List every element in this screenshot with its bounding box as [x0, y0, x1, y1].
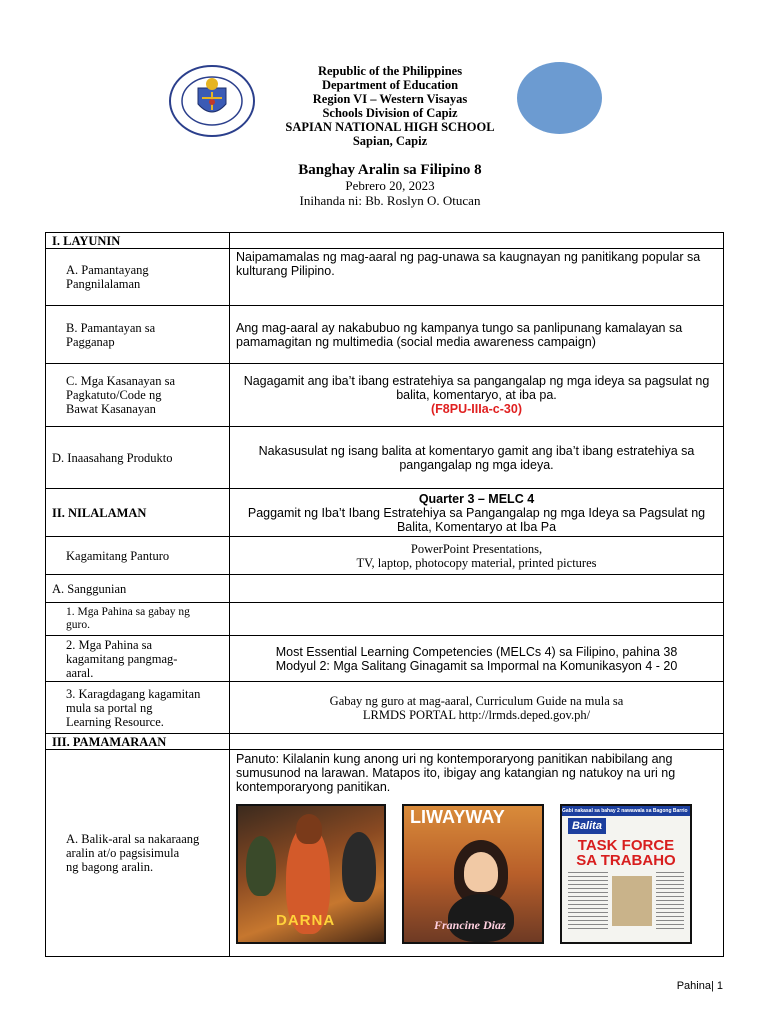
materials-line: TV, laptop, photocopy material, printed pictures	[356, 555, 597, 570]
header-line: Department of Education	[321, 78, 459, 92]
row-content	[230, 682, 724, 734]
prepared-by: Inihanda ni: Bb. Roslyn O. Otucan	[299, 192, 481, 208]
document-title: Banghay Aralin sa Filipino 8	[298, 162, 482, 178]
balita-tabloid-image	[560, 804, 692, 944]
row-label: A. Sanggunian	[46, 575, 230, 603]
row-content: Nakasusulat ng isang balita at komentaryo gamit ang iba’t ibang estratehiya sa pangangalap ng mga ideya.	[230, 427, 724, 489]
school-header	[230, 64, 550, 148]
document-date: Pebrero 20, 2023	[345, 178, 435, 193]
table-row	[46, 603, 724, 636]
table-row	[46, 306, 724, 364]
row-content	[230, 537, 724, 575]
darna-poster-image	[236, 804, 386, 944]
table-row	[46, 233, 724, 249]
table-row	[46, 734, 724, 750]
materials-line: PowerPoint Presentations,	[410, 541, 543, 556]
table-row	[46, 682, 724, 734]
table-row	[46, 427, 724, 489]
header-line: Sapian, Capiz	[352, 134, 428, 148]
reference-line: Most Essential Learning Competencies (MELCs 4) sa Filipino, pahina 38	[275, 644, 678, 659]
liwayway-cover-name: Francine Diaz	[434, 918, 506, 932]
reference-line: Gabay ng guro at mag-aaral, Curriculum Guide na mula sa	[329, 693, 624, 708]
reference-line: LRMDS PORTAL http://lrmds.deped.gov.ph/	[362, 707, 591, 722]
header-line: Region VI – Western Visayas	[312, 92, 468, 106]
row-content	[230, 636, 724, 682]
table-row	[46, 249, 724, 306]
table-row	[46, 364, 724, 427]
row-content	[230, 364, 724, 427]
row-content	[230, 750, 724, 957]
section-heading: II. NILALAMAN	[46, 489, 230, 537]
instruction-text: Panuto: Kilalanin kung anong uri ng kontemporaryong panitikan nabibilang ang sumusunod na larawan. Matapos ito, ibigay ang katangian ng natukoy na uri ng kontemporaryong panitikan.	[236, 752, 676, 794]
reference-line: Modyul 2: Mga Salitang Ginagamit sa Impormal na Komunikasyon 4 - 20	[275, 658, 678, 673]
row-label: C. Mga Kasanayan sa Pagkatuto/Code ng Bawat Kasanayan	[46, 364, 230, 427]
picture-row	[236, 794, 717, 944]
row-label: 3. Karagdagang kagamitan mula sa portal ng Learning Resource.	[46, 682, 230, 734]
document-subtitle	[200, 179, 580, 208]
table-row	[46, 750, 724, 957]
row-label: 2. Mga Pahina sa kagamitang pangmag- aaral.	[46, 636, 230, 682]
row-content: Ang mag-aaral ay nakabubuo ng kampanya tungo sa panlipunang kamalayan sa pamamagitan ng multimedia (social media awareness campaign)	[230, 306, 724, 364]
liwayway-magazine-image	[402, 804, 544, 944]
table-row	[46, 537, 724, 575]
table-row	[46, 575, 724, 603]
balita-headline: TASK FORCE SA TRABAHO	[576, 837, 676, 869]
header-line: Republic of the Philippines	[317, 64, 463, 78]
table-row	[46, 636, 724, 682]
row-label: Kagamitang Panturo	[46, 537, 230, 575]
row-content: Naipamamalas ng mag-aaral ng pag-unawa sa kaugnayan ng panitikang popular sa kulturang Pilipino.	[230, 249, 724, 306]
competency-code: (F8PU-IIIa-c-30)	[431, 402, 522, 416]
section-heading: III. PAMAMARAAN	[46, 734, 230, 750]
quarter-label: Quarter 3 – MELC 4	[418, 491, 535, 506]
row-label: A. Balik-aral sa nakaraang aralin at/o pagsisimula ng bagong aralin.	[46, 750, 230, 957]
row-content	[230, 489, 724, 537]
row-label: D. Inaasahang Produkto	[46, 427, 230, 489]
header-line: SAPIAN NATIONAL HIGH SCHOOL	[285, 120, 495, 134]
row-label: 1. Mga Pahina sa gabay ng guro.	[46, 603, 230, 636]
darna-title: DARNA	[276, 912, 336, 929]
balita-masthead: Balita	[568, 818, 606, 834]
table-row	[46, 489, 724, 537]
header-line: Schools Division of Capiz	[322, 106, 458, 120]
row-label: B. Pamantayan sa Pagganap	[46, 306, 230, 364]
page-number: Pahina| 1	[676, 980, 723, 992]
balita-banner: Gabi nakasal sa bahay 2 nawawala sa Bagong Barrio	[562, 806, 690, 816]
section-heading: I. LAYUNIN	[46, 233, 230, 249]
row-label: A. Pamantayang Pangnilalaman	[46, 249, 230, 306]
competency-text: Nagagamit ang iba’t ibang estratehiya sa pangangalap ng mga ideya sa pagsulat ng balita, komentaryo, at iba pa.	[243, 374, 710, 402]
lesson-topic: Paggamit ng Iba’t Ibang Estratehiya sa Pangangalap ng mga Ideya sa Pagsulat ng Balita, Komentaryo at Iba Pa	[247, 505, 706, 534]
lesson-plan-table	[45, 232, 724, 957]
liwayway-title: LIWAYWAY	[410, 807, 505, 827]
